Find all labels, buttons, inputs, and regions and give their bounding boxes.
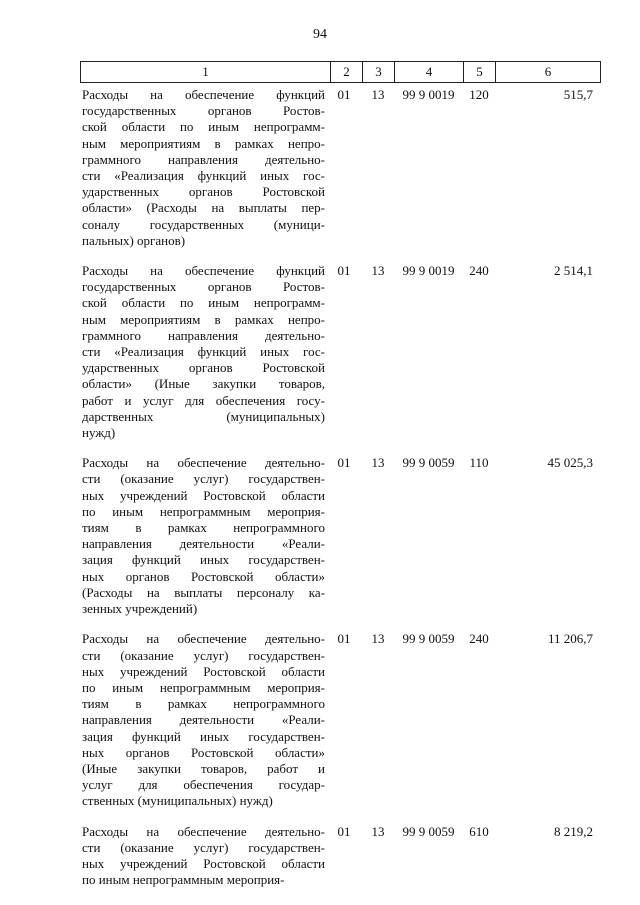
description-line: ным мероприятиям в рамках непро-	[82, 135, 325, 151]
description-line: зация функций иных государствен-	[82, 728, 325, 744]
table-row	[80, 455, 601, 617]
target-article-cell: 99 9 0019	[402, 263, 455, 279]
expense-type-cell: 120	[469, 87, 489, 102]
description-line: зенных учреждений)	[82, 601, 198, 617]
podrazdel-cell: 13	[371, 87, 385, 102]
description-line: по иным непрограммным мероприя-	[82, 872, 285, 888]
header-col-2: 2	[331, 62, 363, 82]
description-line: государственных органов Ростов-	[82, 279, 325, 295]
header-col-5: 5	[464, 62, 496, 82]
amount-cell: 515,7	[563, 87, 593, 102]
table-row	[80, 263, 601, 441]
description-line: Расходы на обеспечение деятельно-	[82, 631, 325, 647]
description-line: дарственных (муниципальных)	[82, 408, 325, 424]
description-line: граммного направления деятельно-	[82, 151, 325, 167]
description-line: по иным непрограммным мероприя-	[82, 503, 325, 519]
row-description	[80, 455, 325, 617]
description-line: тиям в рамках непрограммного	[82, 696, 325, 712]
podrazdel-cell: 13	[371, 263, 385, 279]
table-row	[80, 631, 601, 809]
table-body	[80, 87, 601, 902]
description-line: государственных органов Ростов-	[82, 103, 325, 119]
description-line: области» (Расходы на выплаты пер-	[82, 200, 325, 216]
target-article-cell: 99 9 0059	[402, 455, 455, 471]
description-line: нужд)	[82, 425, 116, 441]
description-line: сти «Реализация функций иных гос-	[82, 168, 325, 184]
amount-cell: 45 025,3	[547, 455, 593, 471]
description-line: ных учреждений Ростовской области	[82, 855, 325, 871]
description-line: пальных) органов)	[82, 232, 186, 248]
podrazdel-cell: 13	[371, 455, 385, 471]
expense-type-cell: 110	[469, 455, 489, 471]
row-description	[80, 824, 325, 889]
target-article-cell: 99 9 0059	[402, 631, 455, 647]
description-line: ской области по иным непрограмм-	[82, 119, 325, 135]
description-line: области» (Иные закупки товаров,	[82, 376, 325, 392]
description-line: (Расходы на выплаты персоналу ка-	[82, 584, 325, 600]
header-col-6: 6	[544, 64, 552, 79]
razdel-cell: 01	[337, 455, 351, 471]
description-line: сти «Реализация функций иных гос-	[82, 344, 325, 360]
description-line: ударственных органов Ростовской	[82, 360, 325, 376]
description-line: ской области по иным непрограмм-	[82, 295, 325, 311]
podrazdel-cell: 13	[371, 823, 385, 839]
description-line: направления деятельности «Реали-	[82, 536, 325, 552]
description-line: Расходы на обеспечение функций	[82, 87, 325, 102]
description-line: услуг для обеспечения государ-	[82, 777, 325, 793]
row-description	[80, 87, 325, 249]
target-article-cell: 99 9 0019	[402, 87, 455, 102]
description-line: ственных (муниципальных) нужд)	[82, 793, 273, 809]
description-line: сти (оказание услуг) государствен-	[82, 647, 325, 663]
amount-cell: 8 219,2	[554, 823, 593, 839]
razdel-cell: 01	[337, 87, 351, 102]
podrazdel-cell: 13	[371, 631, 385, 647]
description-line: соналу государственных (муници-	[82, 216, 325, 232]
header-col-4: 4	[395, 62, 464, 82]
expense-type-cell: 240	[469, 631, 489, 647]
table-header	[80, 61, 601, 83]
expense-type-cell: 240	[469, 263, 489, 279]
row-description	[80, 263, 325, 441]
razdel-cell: 01	[337, 263, 351, 279]
description-line: ных органов Ростовской области»	[82, 744, 325, 760]
description-line: направления деятельности «Реали-	[82, 712, 325, 728]
expense-type-cell: 610	[469, 823, 489, 839]
amount-cell: 2 514,1	[554, 263, 593, 279]
description-line: ных учреждений Ростовской области	[82, 663, 325, 679]
razdel-cell: 01	[337, 823, 351, 839]
amount-cell: 11 206,7	[547, 631, 593, 647]
description-line: граммного направления деятельно-	[82, 327, 325, 343]
razdel-cell: 01	[337, 631, 351, 647]
description-line: (Иные закупки товаров, работ и	[82, 760, 325, 776]
description-line: ных органов Ростовской области»	[82, 568, 325, 584]
description-line: по иным непрограммным мероприя-	[82, 679, 325, 695]
header-col-1: 1	[81, 62, 331, 82]
description-line: зация функций иных государствен-	[82, 552, 325, 568]
description-line: ным мероприятиям в рамках непро-	[82, 311, 325, 327]
description-line: работ и услуг для обеспечения госу-	[82, 392, 325, 408]
description-line: сти (оказание услуг) государствен-	[82, 471, 325, 487]
header-col-3: 3	[363, 62, 395, 82]
description-line: ных учреждений Ростовской области	[82, 487, 325, 503]
description-line: Расходы на обеспечение деятельно-	[82, 823, 325, 839]
description-line: тиям в рамках непрограммного	[82, 520, 325, 536]
row-description	[80, 631, 325, 809]
description-line: Расходы на обеспечение функций	[82, 263, 325, 279]
description-line: Расходы на обеспечение деятельно-	[82, 455, 325, 471]
description-line: ударственных органов Ростовской	[82, 184, 325, 200]
target-article-cell: 99 9 0059	[402, 823, 455, 839]
table-row	[80, 87, 601, 249]
page-number: 94	[313, 27, 327, 42]
description-line: сти (оказание услуг) государствен-	[82, 839, 325, 855]
table-row	[80, 824, 601, 889]
